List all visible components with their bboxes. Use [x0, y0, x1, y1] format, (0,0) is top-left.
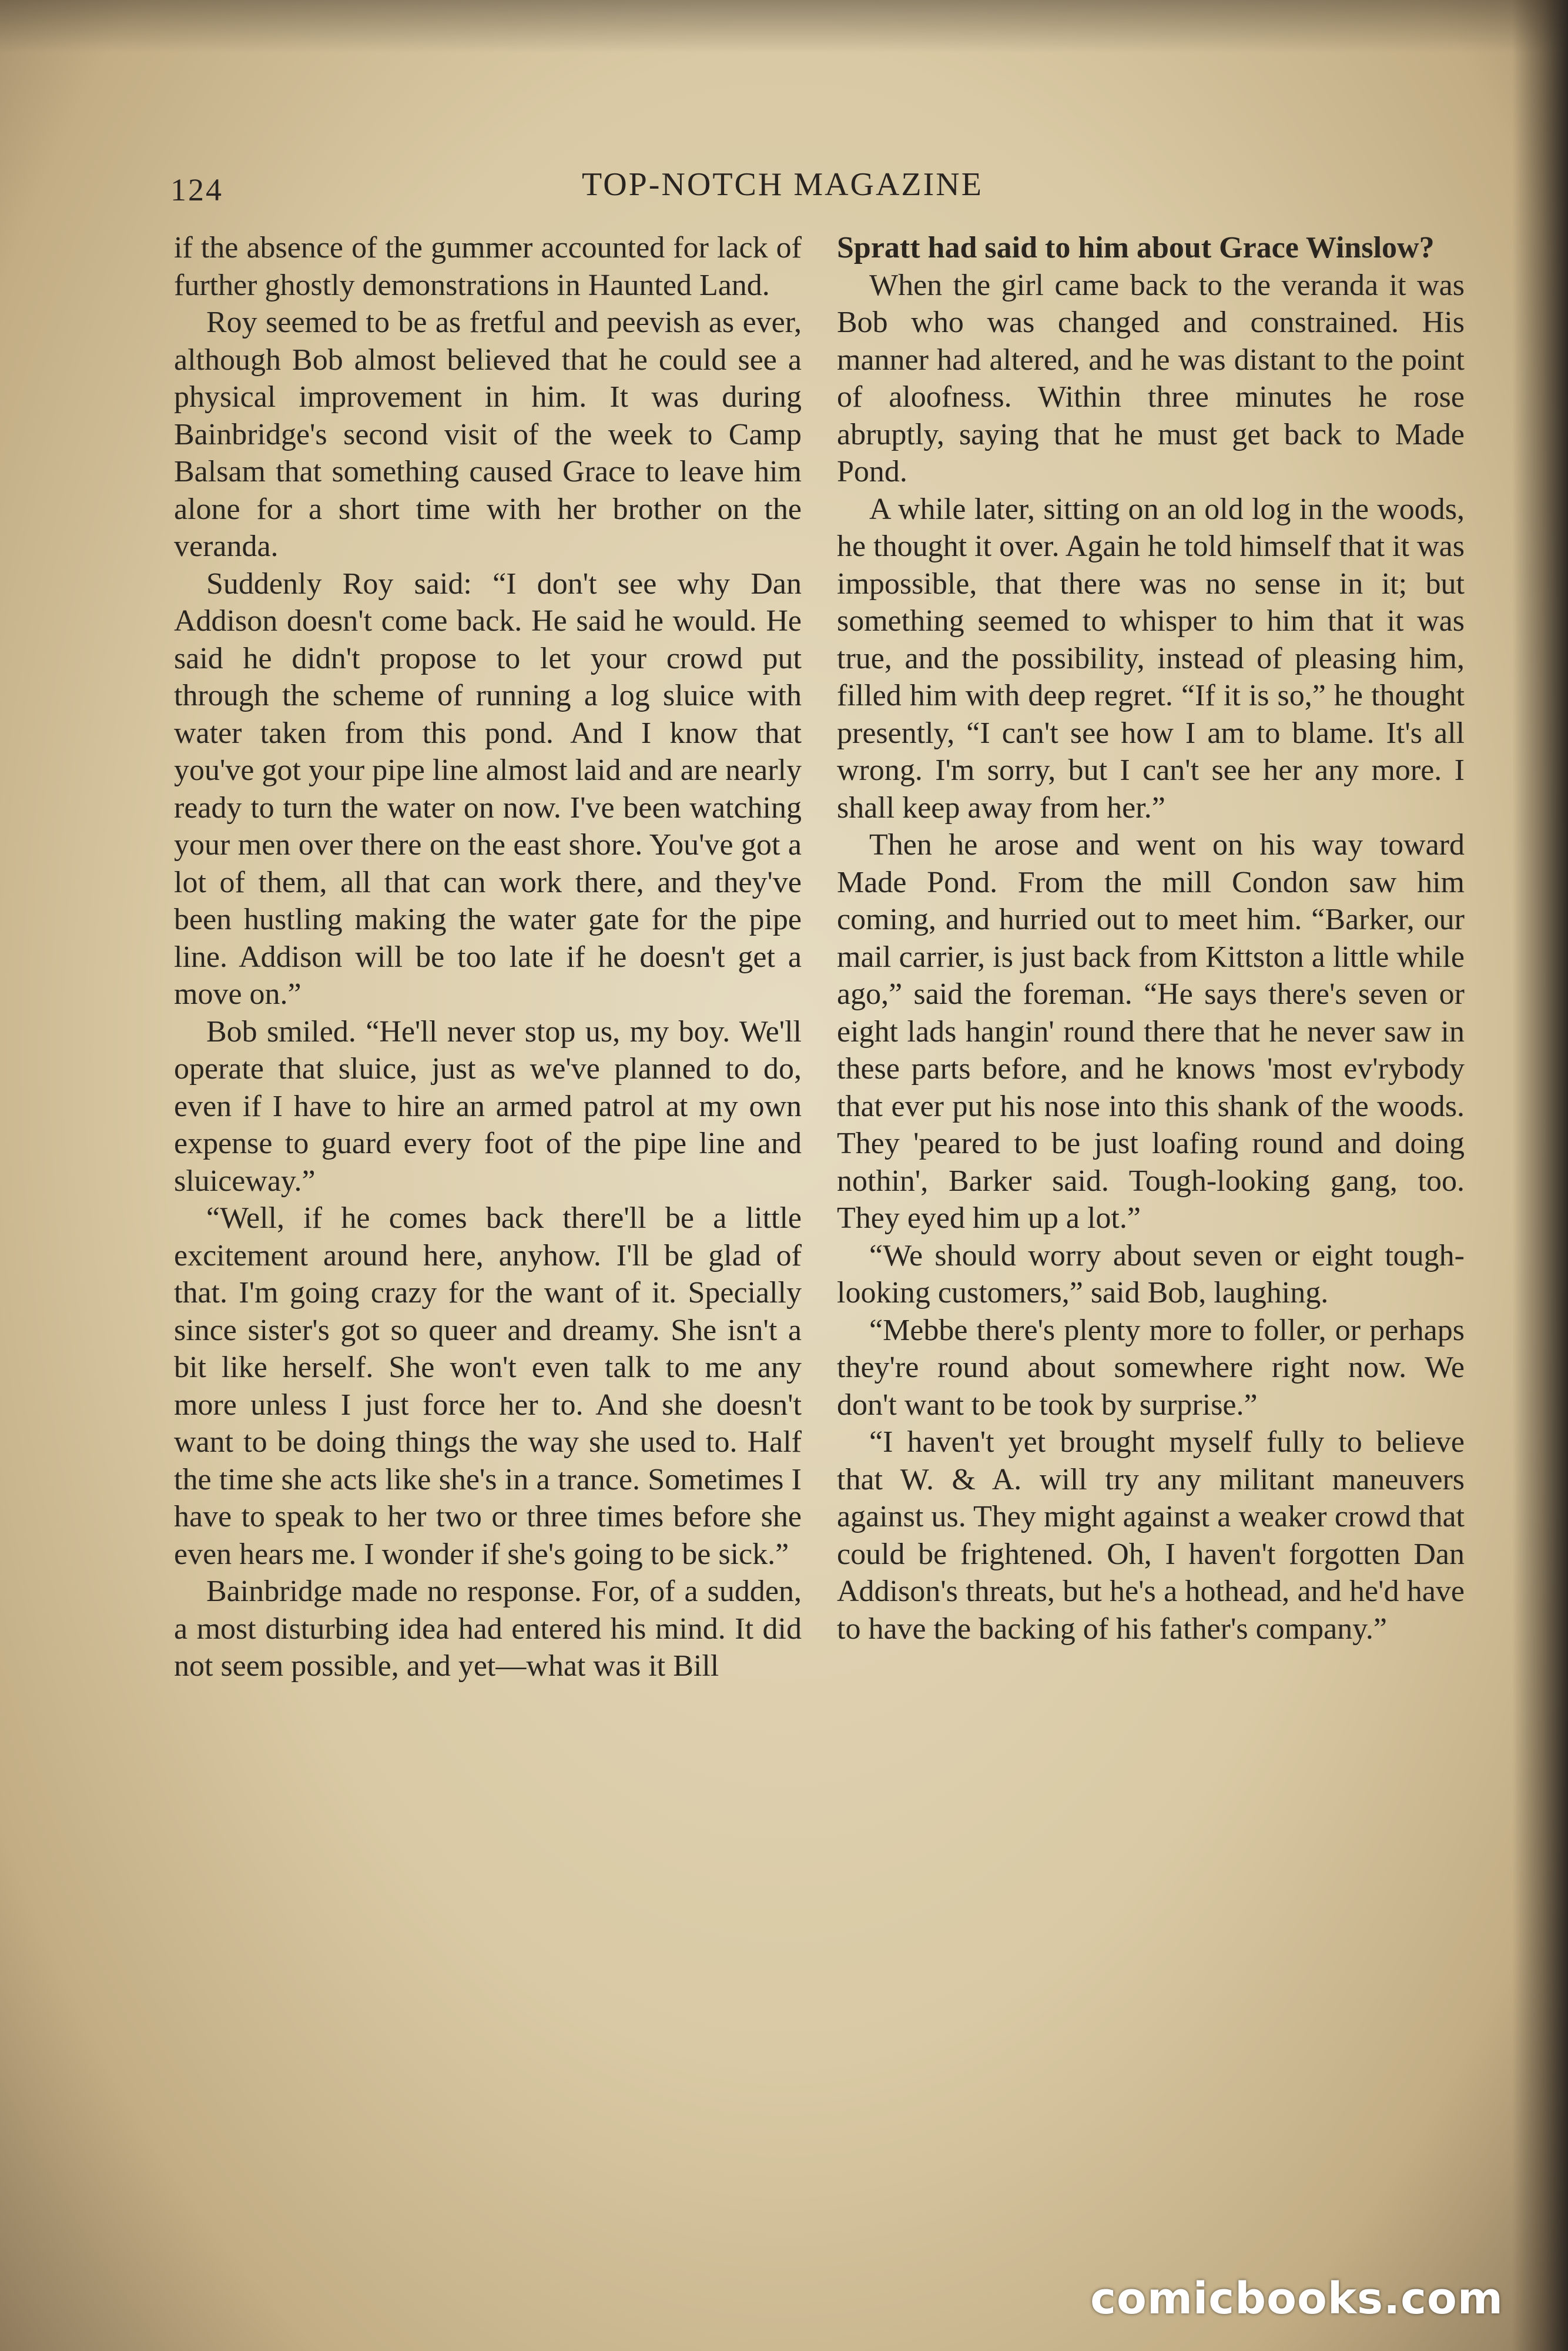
page-number: 124	[170, 172, 223, 207]
page-edge-shadow-right	[1512, 0, 1568, 2351]
site-watermark: comicbooks.com	[1090, 2273, 1503, 2324]
paragraph: When the girl came back to the veranda it was Bob who was changed and constrained. His manner had altered, and he was distant to the point of aloofness. Within three minutes he rose abruptly, saying that he must get back to Made Pond.	[837, 268, 1465, 488]
left-column	[174, 229, 802, 2122]
paragraph: Spratt had said to him about Grace Winslow?	[837, 231, 1435, 264]
paragraph: Suddenly Roy said: “I don't see why Dan Addison doesn't come back. He said he would. He said he didn't propose to let your crowd put through the scheme of running a log sluice with water taken from this pond. And I know that you've got your pipe line almost laid and are nearly ready to turn the water on now. I've been watching your men over there on the east shore. You've got a lot of them, all that can work there, and they've been hustling making the water gate for the pipe line. Addison will be too late if he doesn't get a move on.”	[174, 567, 802, 1011]
paragraph: Roy seemed to be as fretful and peevish as ever, although Bob almost believed that he could see a physical improvement in him. It was during Bainbridge's second visit of the week to Camp Balsam that something caused Grace to leave him alone for a short time with her brother on the veranda.	[174, 306, 802, 563]
running-head: TOP-NOTCH MAGAZINE	[582, 166, 983, 203]
paragraph: “Mebbe there's plenty more to foller, or perhaps they're round about somewhere right now. We don't want to be took by surprise.”	[837, 1313, 1465, 1422]
paragraph: “We should worry about seven or eight tough-looking customers,” said Bob, laughing.	[837, 1238, 1465, 1310]
paragraph: Bainbridge made no response. For, of a sudden, a most disturbing idea had entered his mind. It did not seem possible, and yet—what was it Bill	[174, 1575, 802, 1683]
paragraph: if the absence of the gummer accounted for lack of further ghostly demonstrations in Haunted Land.	[174, 231, 802, 302]
paragraph: “Well, if he comes back there'll be a little excitement around here, anyhow. I'll be glad of that. I'm going crazy for the want of it. Specially since sister's got so queer and dreamy. She isn't a bit like herself. She won't even talk to me any more unless I just force her to. And she doesn't want to be doing things the way she used to. Half the time she acts like she's in a trance. Sometimes I have to speak to her two or three times before she even hears me. I wonder if she's going to be sick.”	[174, 1201, 802, 1571]
paragraph: “I haven't yet brought myself fully to believe that W. & A. will try any militant maneuvers against us. They might against a weaker crowd that could be frightened. Oh, I haven't forgotten Dan Addison's threats, but he's a hothead, and he'd have to have the backing of his father's company.”	[837, 1425, 1465, 1646]
paragraph: Then he arose and went on his way toward Made Pond. From the mill Condon saw him coming, and hurried out to meet him. “Barker, our mail carrier, is just back from Kittston a little while ago,” said the foreman. “He says there's seven or eight lads hangin' round there that he never saw in these parts before, and he knows 'most ev'rybody that ever put his nose into this shank of the woods. They 'peared to be just loafing round and doing nothin', Barker said. Tough-looking gang, too. They eyed him up a lot.”	[837, 828, 1465, 1235]
right-column	[837, 229, 1465, 2122]
page-header	[170, 166, 1463, 219]
paragraph: Bob smiled. “He'll never stop us, my boy. We'll operate that sluice, just as we've planned to do, even if I have to hire an armed patrol at my own expense to guard every foot of the pipe line and sluiceway.”	[174, 1014, 802, 1198]
page-edge-shadow-top	[0, 0, 1568, 53]
paragraph: A while later, sitting on an old log in the woods, he thought it over. Again he told himself that it was impossible, that there was no sense in it; but something seemed to whisper to him that it was true, and the possibility, instead of pleasing him, filled him with deep regret. “If it is so,” he thought presently, “I can't see how I am to blame. It's all wrong. I'm sorry, but I can't see her any more. I shall keep away from her.”	[837, 492, 1465, 825]
